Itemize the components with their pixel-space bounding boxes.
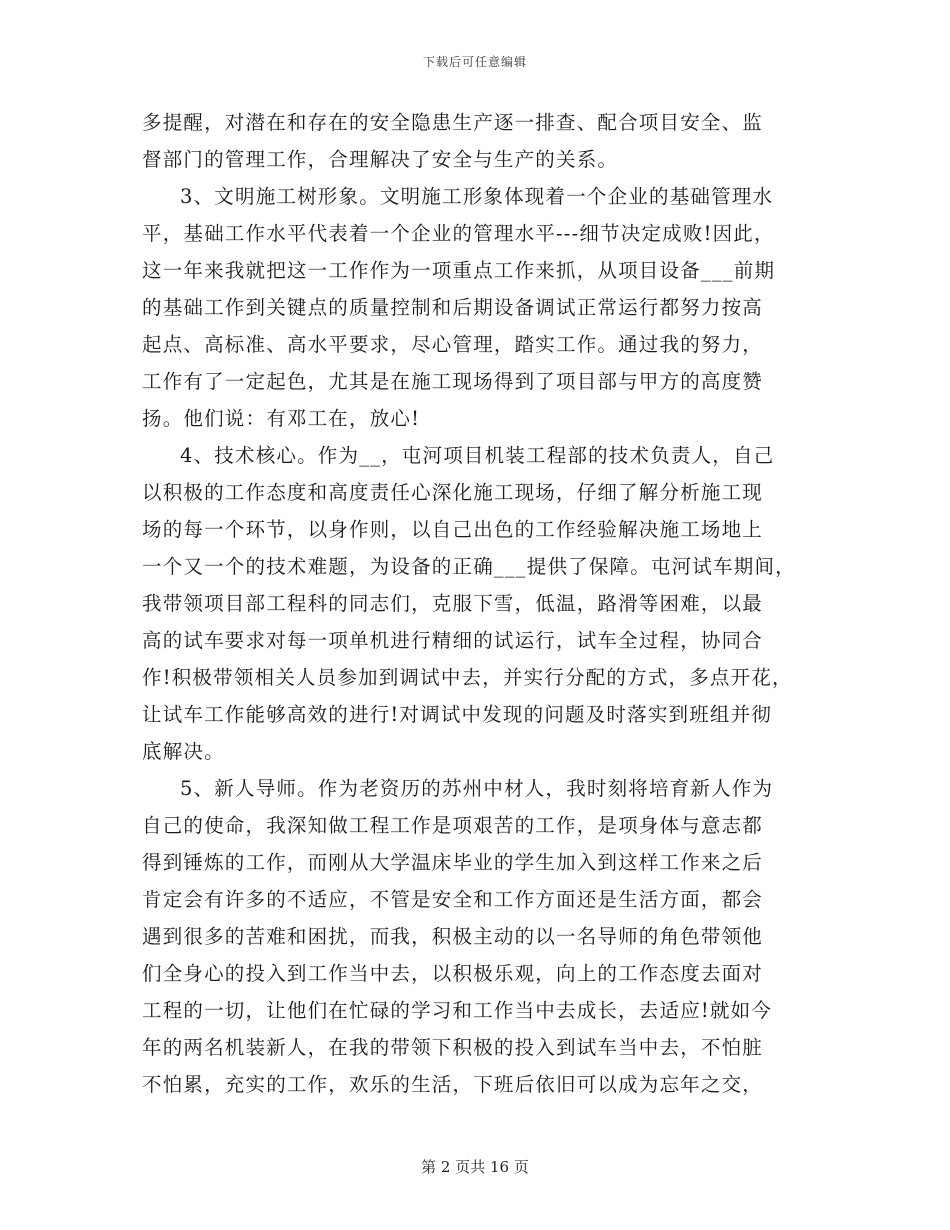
text-line: 自己的使命，我深知做工程工作是项艰苦的工作，是项身体与意志都 xyxy=(142,814,764,837)
text-line: 高的试车要求对每一项单机进行精细的试运行，试车全过程，协同合 xyxy=(142,629,764,652)
text-line: 得到锤炼的工作，而刚从大学温床毕业的学生加入到这样工作来之后 xyxy=(142,851,764,874)
text-line: 平，基础工作水平代表着一个企业的管理水平---细节决定成败!因此， xyxy=(142,222,775,245)
text-line: 我带领项目部工程科的同志们，克服下雪，低温，路滑等困难，以最 xyxy=(142,592,764,615)
document-body xyxy=(142,104,812,1103)
text-line: 5、新人导师。作为老资历的苏州中材人，我时刻将培育新人作为 xyxy=(180,777,774,800)
text-line: 起点、高标准、高水平要求，尽心管理，踏实工作。通过我的努力， xyxy=(142,333,764,356)
text-line: 多提醒，对潜在和存在的安全隐患生产逐一排查、配合项目安全、监 xyxy=(142,111,764,134)
text-line: 们全身心的投入到工作当中去，以积极乐观，向上的工作态度去面对 xyxy=(142,962,764,985)
text-line: 3、文明施工树形象。文明施工形象体现着一个企业的基础管理水 xyxy=(180,185,774,208)
text-line: 年的两名机装新人，在我的带领下积极的投入到试车当中去，不怕脏 xyxy=(142,1036,764,1059)
text-line: 让试车工作能够高效的进行!对调试中发现的问题及时落实到班组并彻 xyxy=(142,703,773,726)
text-line: 场的每一个环节，以身作则，以自己出色的工作经验解决施工场地上 xyxy=(142,518,764,541)
text-line: 不怕累，充实的工作，欢乐的生活，下班后依旧可以成为忘年之交， xyxy=(142,1073,764,1096)
text-line: 底解决。 xyxy=(142,740,225,763)
text-line: 遇到很多的苦难和困扰，而我，积极主动的以一名导师的角色带领他 xyxy=(142,925,764,948)
text-line: 4、技术核心。作为__，屯河项目机装工程部的技术负责人，自己 xyxy=(180,444,775,467)
text-line: 扬。他们说：有邓工在，放心! xyxy=(142,407,421,430)
text-line: 的基础工作到关键点的质量控制和后期设备调试正常运行都努力按高 xyxy=(142,296,764,319)
text-line: 工作有了一定起色，尤其是在施工现场得到了项目部与甲方的高度赞 xyxy=(142,370,764,393)
text-line: 督部门的管理工作，合理解决了安全与生产的关系。 xyxy=(142,148,619,171)
text-line: 这一年来我就把这一工作作为一项重点工作来抓，从项目设备___前期 xyxy=(142,259,776,282)
page-header: 下载后可任意编辑 xyxy=(422,55,527,69)
text-line: 肯定会有许多的不适应，不管是安全和工作方面还是生活方面，都会 xyxy=(142,888,764,911)
text-line: 作!积极带领相关人员参加到调试中去，并实行分配的方式，多点开花， xyxy=(142,666,793,689)
text-line: 一个又一个的技术难题，为设备的正确___提供了保障。屯河试车期间， xyxy=(142,555,796,578)
page-footer: 第 2 页共 16 页 xyxy=(421,1158,529,1176)
text-line: 工程的一切，让他们在忙碌的学习和工作当中去成长，去适应!就如今 xyxy=(142,999,773,1022)
text-line: 以积极的工作态度和高度责任心深化施工现场，仔细了解分析施工现 xyxy=(142,481,764,504)
